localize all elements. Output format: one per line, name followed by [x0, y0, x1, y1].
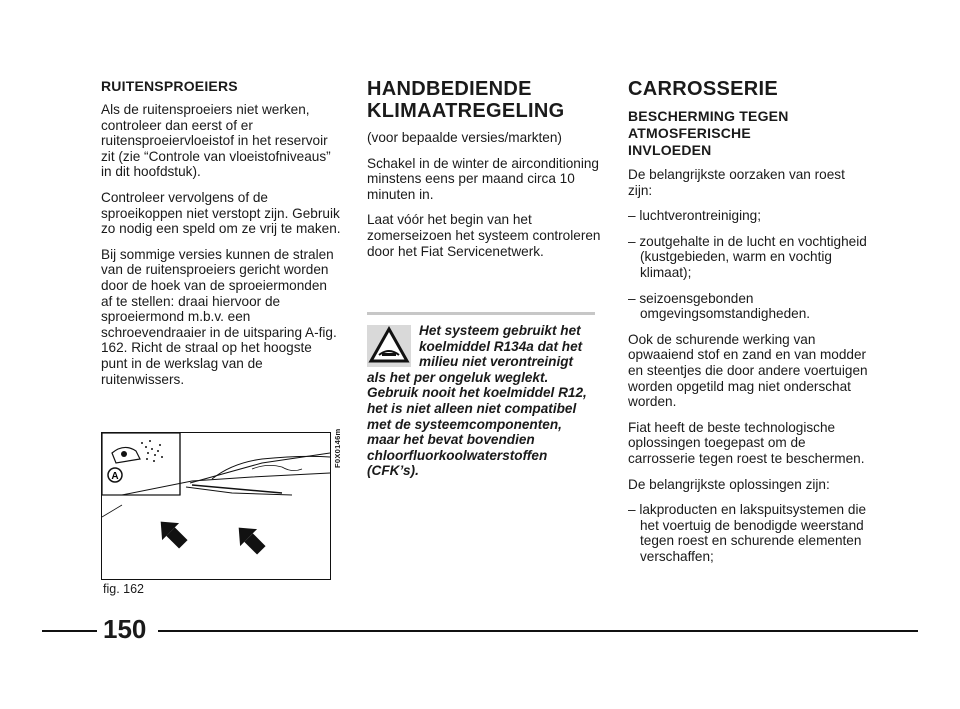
- list-item: – luchtverontreiniging;: [628, 208, 761, 224]
- column-bodywork: [628, 78, 868, 574]
- footer-rule-left: [42, 630, 97, 632]
- figure-162-illustration: [101, 432, 331, 580]
- paragraph: Bij sommige versies kunnen de stralen van de ruitensproeiers gericht worden door de hoek van de sproeiermonden af te stellen: draai hiervoor de sproeiermond m.b.v. een schroevendraaier in de uitsparing A-fig. 162. Richt de straal op het hoogste punt in de werkslag van de ruitenwissers.: [101, 246, 337, 387]
- paragraph: Laat vóór het begin van het zomerseizoen het systeem controleren door het Fiat Servicenetwerk.: [367, 212, 601, 259]
- heading-line: KLIMAATREGELING: [367, 100, 565, 122]
- list-item: – zoutgehalte in de lucht en vochtigheid (kustgebieden, warm en vochtig klimaat);: [628, 233, 867, 280]
- column-climate-control: [367, 78, 607, 269]
- footer-rule-right: [158, 630, 918, 632]
- subheading-line: ATMOSFERISCHE: [628, 125, 751, 141]
- section-heading-ruitensproeiers: RUITENSPROEIERS: [101, 78, 238, 94]
- windshield-washer-illustration: [102, 433, 330, 579]
- figure-code: F0X0146m: [333, 428, 342, 468]
- paragraph: Als de ruitensproeiers niet werken, controleer dan eerst of er ruitensproeiervloeistof in het reservoir zit (zie “Controle van vloeistofniveaus” in dit hoofdstuk).: [101, 102, 331, 180]
- section-heading-klimaatregeling: [367, 78, 607, 122]
- paragraph: Fiat heeft de beste technologische oplossingen toegepast om de carrosserie tegen roest te beschermen.: [628, 419, 865, 466]
- subheading-bescherming: [628, 108, 868, 159]
- paragraph: De belangrijkste oorzaken van roest zijn:: [628, 167, 845, 198]
- paragraph: De belangrijkste oplossingen zijn:: [628, 476, 830, 492]
- warning-triangle-icon: [367, 325, 411, 367]
- label-a: A: [111, 471, 119, 482]
- warning-text: Het systeem gebruikt het koelmiddel R134a dat het milieu niet verontreinigt als het per ongeluk weglekt. Gebruik nooit het koelmiddel R12, het is niet alleen niet compatibel met de systeemcomponenten, maar het bevat bovendien chloorfluorkoolwaterstoffen (CFK’s).: [367, 323, 587, 479]
- paragraph: Controleer vervolgens of de sproeikoppen niet verstopt zijn. Gebruik zo nodig een speld om ze vrij te maken.: [101, 189, 341, 237]
- paragraph: Schakel in de winter de airconditioning minstens eens per maand circa 10 minuten in.: [367, 155, 599, 202]
- subheading-line: BESCHERMING TEGEN: [628, 108, 789, 124]
- subtitle: (voor bepaalde versies/markten): [367, 130, 562, 145]
- warning-box: [367, 312, 595, 479]
- list-item: – seizoensgebonden omgevingsomstandigheden.: [628, 290, 811, 322]
- figure-caption: fig. 162: [103, 582, 145, 596]
- page-number: 150: [103, 614, 147, 644]
- subheading-line: INVLOEDEN: [628, 142, 712, 158]
- section-heading-carrosserie: CARROSSERIE: [628, 78, 778, 100]
- paragraph: Ook de schurende werking van opwaaiend stof en zand en van modder en steentjes die door andere voertuigen worden opgetild mag niet onderschat worden.: [628, 331, 868, 410]
- column-windshield-washers: [101, 78, 341, 397]
- heading-line: HANDBEDIENDE: [367, 78, 532, 100]
- list-item: – lakproducten en lakspuitsystemen die het voertuig de benodigde weerstand tegen roest en schurende elementen verschaffen;: [628, 502, 867, 564]
